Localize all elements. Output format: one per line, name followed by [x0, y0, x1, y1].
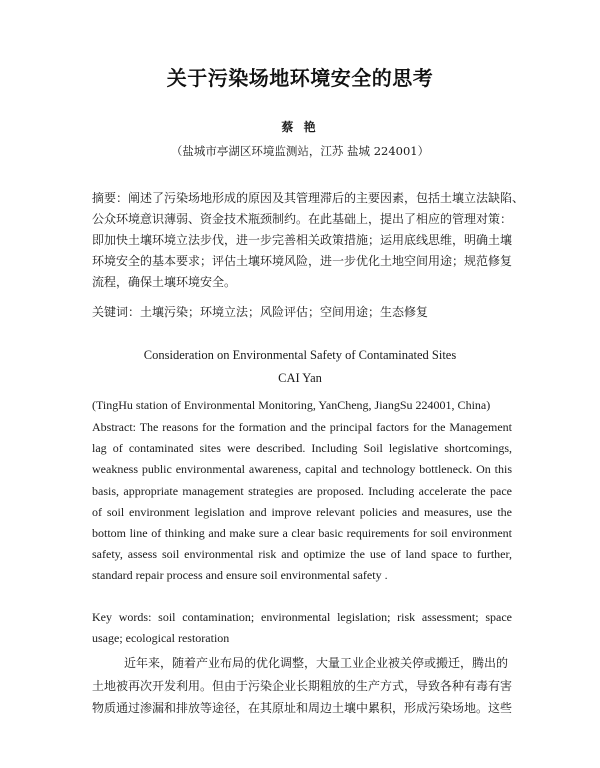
- paper-title-en: Consideration on Environmental Safety of Contaminated Sites: [143, 348, 457, 362]
- abstract-cn-line: 摘要：阐述了污染场地形成的原因及其管理滞后的主要因素，包括土壤立法缺陷、: [92, 191, 525, 205]
- affiliation-en: (TingHu station of Environmental Monitoring, YanCheng, JiangSu 224001, China): [92, 398, 491, 412]
- body-line: 物质通过渗漏和排放等途径，在其原址和周边土壤中累积，形成污染场地。这些: [92, 701, 513, 715]
- abstract-cn-line: 即加快土壤环境立法步伐，进一步完善相关政策措施；运用底线思维，明确土壤: [92, 233, 513, 247]
- author-name-en: CAI Yan: [278, 371, 322, 385]
- abstract-cn-line: 公众环境意识薄弱、资金技术瓶颈制约。在此基础上，提出了相应的管理对策：: [92, 212, 513, 226]
- author-name-cn: 蔡 艳: [281, 120, 319, 134]
- affiliation-cn: （盐城市亭湖区环境监测站，江苏 盐城 224001）: [170, 144, 430, 158]
- abstract-en: Abstract: The reasons for the formation and the principal factors for the Management lag of contaminated sites were described. Including Soil legislative shortcomings, weakness public environmental awareness, capital and technology bottleneck. On this basis, appropriate management strategies are proposed. Including accelerate the pace of soil environment legislation and improve relevant policies and measures, use the bottom line of thinking and make sure a clear basic requirements for soil environment safety, assess soil environmental risk and optimize the use of land space to further, standard repair process and ensure soil environmental safety .: [92, 420, 512, 583]
- abstract-cn-line: 环境安全的基本要求；评估土壤环境风险，进一步优化土地空间用途；规范修复: [92, 254, 513, 268]
- keywords-en: Key words: soil contamination; environmental legislation; risk assessment; space usage; ecological restoration: [92, 610, 512, 646]
- body-line: 近年来，随着产业布局的优化调整，大量工业企业被关停或搬迁，腾出的: [124, 656, 509, 670]
- abstract-cn: [92, 188, 525, 293]
- paper-title-cn: 关于污染场地环境安全的思考: [166, 66, 434, 90]
- abstract-cn-line: 流程，确保土壤环境安全。: [92, 275, 237, 289]
- body-line: 土地被再次开发利用。但由于污染企业长期粗放的生产方式，导致各种有毒有害: [92, 678, 513, 693]
- keywords-cn: 关键词：土壤污染；环境立法；风险评估；空间用途；生态修复: [92, 305, 429, 319]
- body-paragraph: [92, 652, 512, 720]
